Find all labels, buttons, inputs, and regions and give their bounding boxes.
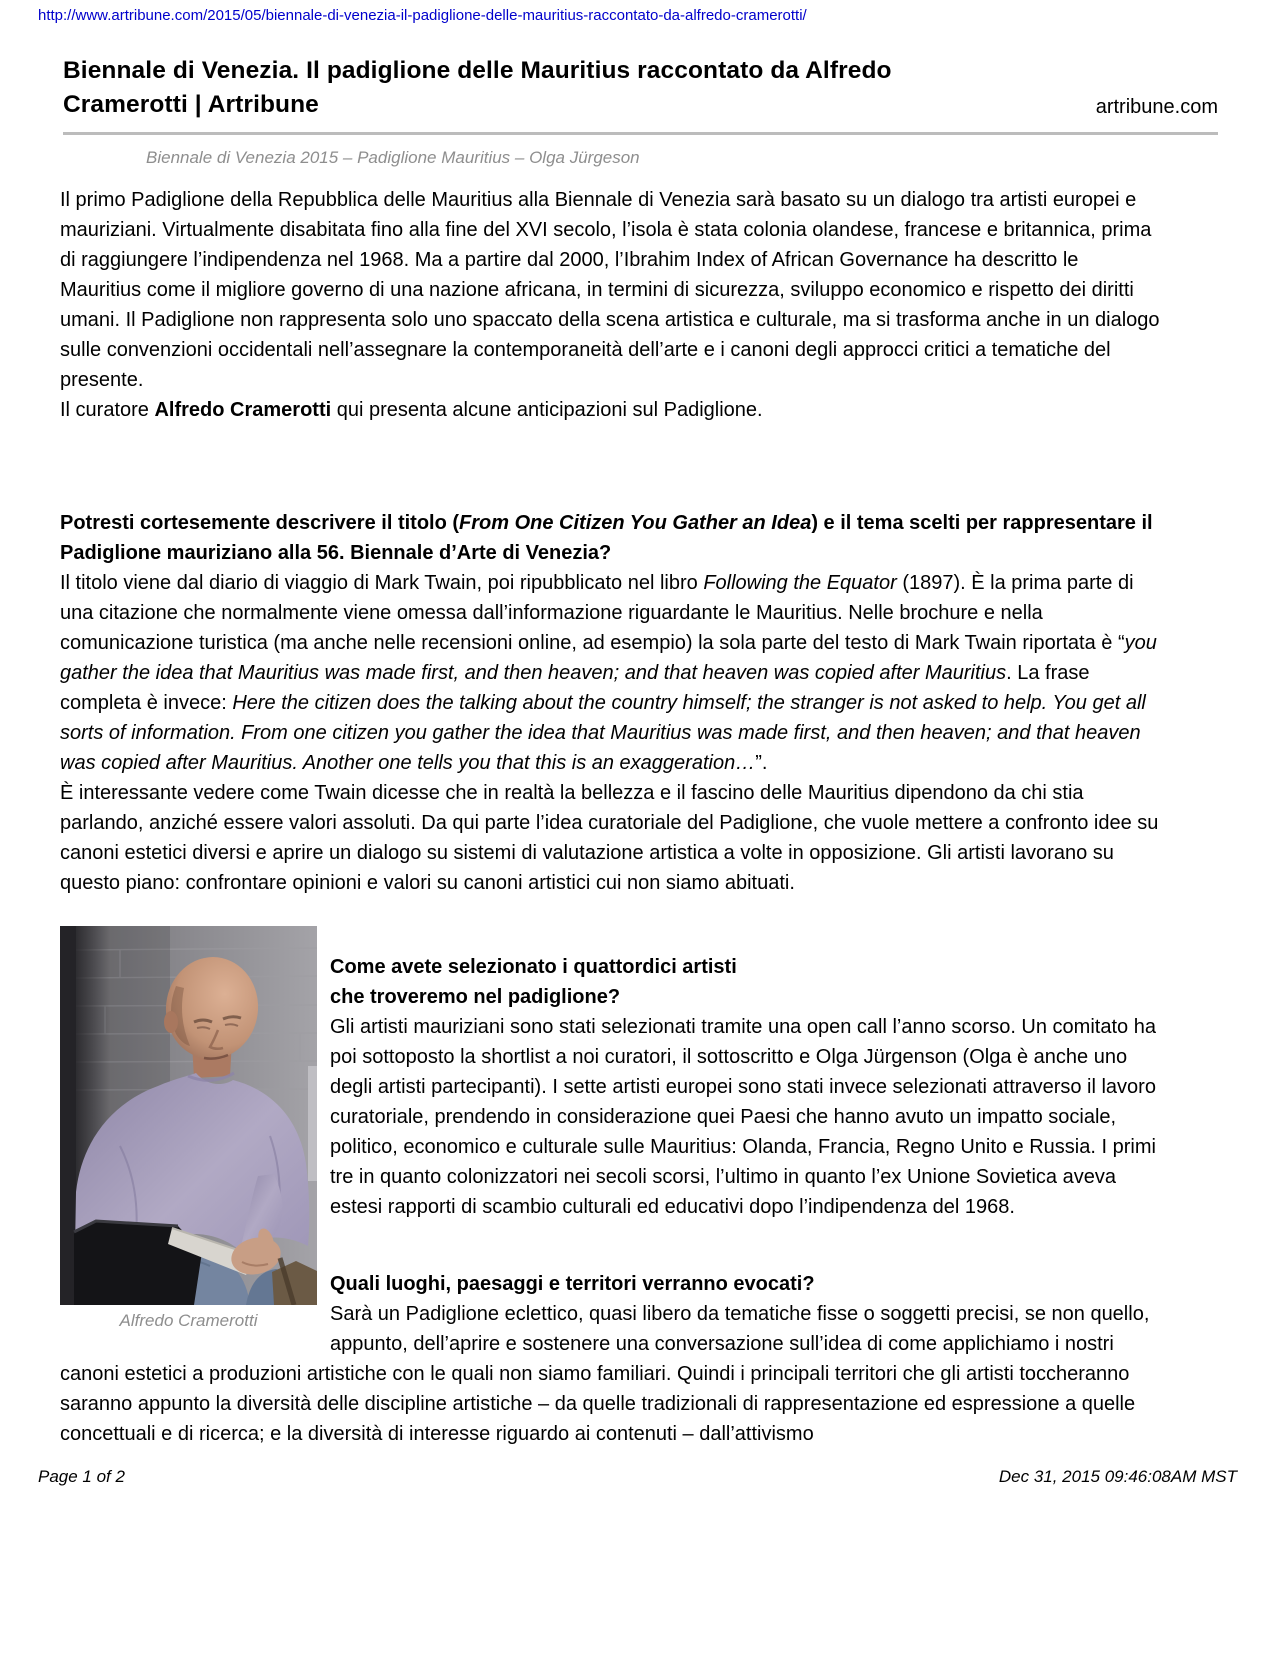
body-paragraph-p2: Il curatore Alfredo Cramerotti qui presenta alcune anticipazioni sul Padiglione. xyxy=(60,399,763,421)
lead-image-caption: Biennale di Venezia 2015 – Padiglione Mauritius – Olga Jürgeson xyxy=(146,148,640,167)
body-paragraph-p1: Il primo Padiglione della Repubblica delle Mauritius alla Biennale di Venezia sarà basato su un dialogo tra artisti europei e mauriziani. Virtualmente disabitata fino alla fine del XVI secolo, l’isola è stata colonia olandese, francese e britannica, prima di raggiungere l’indipendenza nel 1968. Ma a partire dal 2000, l’Ibrahim Index of African Governance ha descritto le Mauritius come il migliore governo di una nazione africana, in termini di sicurezza, sviluppo economico e rispetto dei diritti umani. Il Padiglione non rappresenta solo uno spaccato della scena artistica e culturale, ma si trasforma anche in un dialogo sulle convenzioni occidentali nell’assegnare la contemporaneità dell’arte e i canoni degli approcci critici a tematiche del presente. xyxy=(60,189,1160,391)
page-footer xyxy=(38,1466,1237,1488)
body-paragraph-p5: Gli artisti mauriziani sono stati selezionati tramite una open call l’anno scorso. Un comitato ha poi sottoposto la shortlist a noi curatori, il sottoscritto e Olga Jürgenson (Olga è anche uno degli artisti partecipanti). I sette artisti europei sono stati invece selezionati attraverso il lavoro curatoriale, prendendo in considerazione quei Paesi che hanno avuto un impatto sociale, politico, economico e culturale sulle Mauritius: Olanda, Francia, Regno Unito e Russia. I primi tre in quanto colonizzatori nei secoli scorsi, l’ultimo in quanto l’ex Unione Sovietica aveva estesi rapporti di scambio culturali ed educativi dopo l’indipendenza del 1968. xyxy=(330,1016,1156,1218)
print-timestamp: Dec 31, 2015 09:46:08AM MST xyxy=(998,1467,1237,1486)
question-paragraph-q3: Quali luoghi, paesaggi e territori verranno evocati? xyxy=(330,1273,815,1295)
page-header xyxy=(63,54,1218,122)
question-paragraph-q1: Potresti cortesemente descrivere il titolo (From One Citizen You Gather an Idea) e il tema scelti per rappresentare il Padiglione mauriziano alla 56. Biennale d’Arte di Venezia? xyxy=(60,512,1153,564)
question-paragraph-q2: Come avete selezionato i quattordici artisti che troveremo nel padiglione? xyxy=(330,956,737,1008)
body-paragraph-p4: È interessante vedere come Twain dicesse che in realtà la bellezza e il fascino delle Mauritius dipendono da chi stia parlando, anziché essere valori assoluti. Da qui parte l’idea curatoriale del Padiglione, che vuole mettere a confronto idee su canoni estetici diversi e aprire un dialogo su sistemi di valutazione artistica a volte in opposizione. Gli artisti lavorano su questo piano: confrontare opinioni e valori su canoni artistici cui non siamo abituati. xyxy=(60,782,1159,894)
body-paragraph-p6: Sarà un Padiglione eclettico, quasi libero da tematiche fisse o soggetti precisi, se non quello, appunto, dell’aprire e sostenere una conversazione sull’idea di come applichiamo i nostri canoni estetici a produzioni artistiche con le quali non siamo familiari. Quindi i principali territori che gli artisti toccheranno saranno appunto la diversità delle discipline artistiche – da quelle tradizionali di rappresentazione ed espressione a quelle concettuali e di ricerca; e la diversità di interesse riguardo ai contenuti – dall’attivismo xyxy=(60,1303,1150,1445)
site-label: artribune.com xyxy=(1095,96,1218,118)
portrait-photo xyxy=(60,926,317,1305)
title-separator-rule xyxy=(63,132,1218,135)
photo-figure xyxy=(60,926,317,1340)
source-url: http://www.artribune.com/2015/05/biennale-di-venezia-il-padiglione-delle-mauritius-raccontato-da-alfredo-cramerotti/ xyxy=(38,7,807,24)
page-title: Biennale di Venezia. Il padiglione delle Mauritius raccontato da Alfredo Cramerotti | Artribune xyxy=(63,57,892,118)
body-paragraph-p3: Il titolo viene dal diario di viaggio di Mark Twain, poi ripubblicato nel libro Following the Equator (1897). È la prima parte di una citazione che normalmente viene omessa dall’informazione riguardante le Mauritius. Nelle brochure e nella comunicazione turistica (ma anche nelle recensioni online, ad esempio) la sola parte del testo di Mark Twain riportata è “you gather the idea that Mauritius was made first, and then heaven; and that heaven was copied after Mauritius. La frase completa è invece: Here the citizen does the talking about the country himself; the stranger is not asked to help. You get all sorts of information. From one citizen you gather the idea that Mauritius was made first, and then heaven; and that heaven was copied after Mauritius. Another one tells you that this is an exaggeration…”. xyxy=(60,572,1157,774)
page-number: Page 1 of 2 xyxy=(38,1467,125,1486)
article-photo-section xyxy=(60,925,1165,1449)
photo-caption: Alfredo Cramerotti xyxy=(119,1311,258,1330)
article-intro-section xyxy=(60,185,1165,898)
